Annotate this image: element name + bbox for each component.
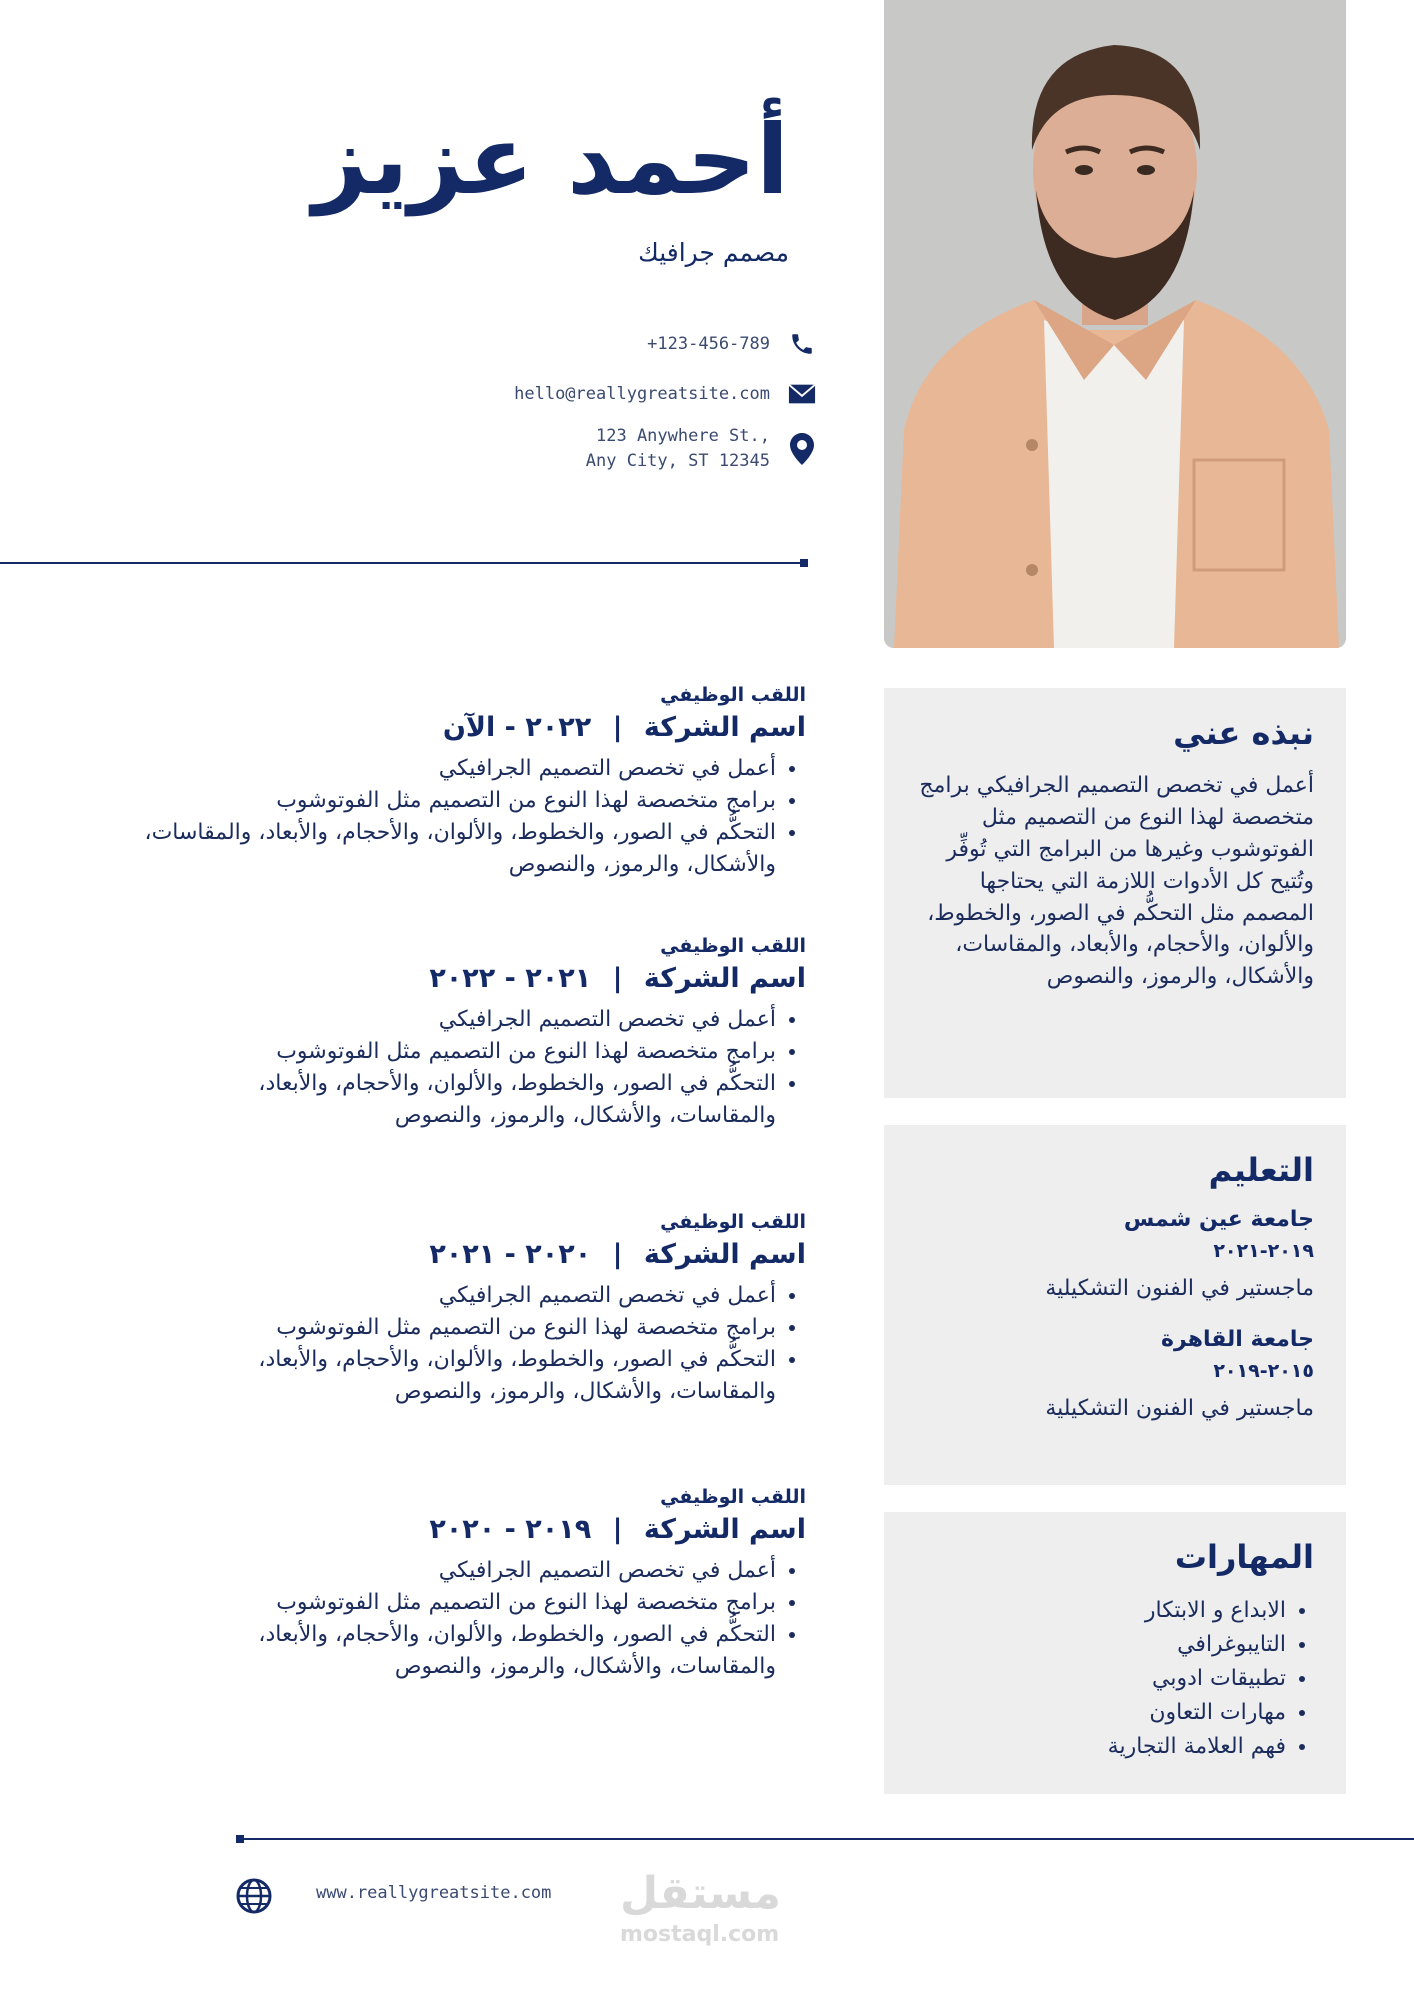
job-company-line bbox=[206, 963, 806, 994]
job-bullet: • أعمل في تخصص التصميم الجرافيكي bbox=[206, 1555, 776, 1587]
watermark-url: mostaql.com bbox=[620, 1922, 780, 1947]
about-heading: نبذه عني bbox=[1173, 714, 1314, 752]
job-bullet: • برامج متخصصة لهذا النوع من التصميم مثل الفوتوشوب bbox=[206, 1587, 776, 1619]
job-title: اللقب الوظيفي bbox=[660, 935, 806, 957]
education-years: ٢٠١٥-٢٠١٩ bbox=[1213, 1360, 1314, 1382]
skills-panel bbox=[884, 1512, 1346, 1794]
experience-entry bbox=[206, 935, 806, 1132]
job-bullet: • التحكُّم في الصور، والخطوط، والألوان، والأحجام، والأبعاد، والمقاسات، والأشكال، والرموز، والنصوص bbox=[206, 1344, 776, 1408]
separator: | bbox=[612, 963, 623, 994]
job-bullet: • أعمل في تخصص التصميم الجرافيكي bbox=[116, 753, 776, 785]
education-degree: ماجستير في الفنون التشكيلية bbox=[1045, 1276, 1314, 1301]
separator: | bbox=[612, 1239, 623, 1270]
company-name: اسم الشركة bbox=[643, 712, 806, 743]
candidate-name: أحمد عزيز bbox=[312, 104, 789, 216]
phone-text: +123-456-789 bbox=[647, 333, 770, 354]
about-text: أعمل في تخصص التصميم الجرافيكي برامج متخصصة لهذا النوع من التصميم مثل الفوتوشوب وغيرها من البرامج التي تُوفِّر وتُتيح كل الأدوات اللازمة التي يحتاجها المصمم مثل التحكُّم في الصور، والخطوط، والألوان، والأحجام، والأبعاد، والمقاسات، والأشكال، والرموز، والنصوص bbox=[919, 773, 1314, 990]
skills-list bbox=[916, 1594, 1314, 1764]
about-panel bbox=[884, 688, 1346, 1098]
mail-icon bbox=[788, 380, 816, 408]
contact-email bbox=[514, 380, 816, 408]
job-bullet: • التحكُّم في الصور، والخطوط، والألوان، والأحجام، والأبعاد، والمقاسات، والأشكال، والرموز، والنصوص bbox=[206, 1068, 776, 1132]
job-bullet: • أعمل في تخصص التصميم الجرافيكي bbox=[206, 1004, 776, 1036]
contact-address bbox=[586, 424, 816, 473]
address-line-1: 123 Anywhere St., bbox=[596, 426, 770, 446]
education-item bbox=[916, 1207, 1314, 1301]
watermark-logo: مستقل bbox=[620, 1868, 781, 1919]
skill-item: • التايبوغرافي bbox=[916, 1628, 1286, 1662]
education-panel bbox=[884, 1125, 1346, 1485]
experience-entry bbox=[116, 684, 806, 881]
header-divider bbox=[0, 562, 800, 564]
job-role: مصمم جرافيك bbox=[638, 238, 789, 267]
skill-item: • فهم العلامة التجارية bbox=[916, 1730, 1286, 1764]
contact-phone bbox=[647, 330, 816, 358]
company-name: اسم الشركة bbox=[643, 1514, 806, 1545]
job-period: ٢٠١٩ - ٢٠٢٠ bbox=[429, 1514, 592, 1545]
footer-divider-dot bbox=[236, 1835, 244, 1843]
job-title: اللقب الوظيفي bbox=[660, 1211, 806, 1233]
profile-photo bbox=[884, 0, 1346, 648]
job-title: اللقب الوظيفي bbox=[660, 684, 806, 706]
experience-entry bbox=[206, 1211, 806, 1408]
job-bullets bbox=[206, 1280, 806, 1408]
job-bullets bbox=[206, 1555, 806, 1683]
job-period: ٢٠٢٠ - ٢٠٢١ bbox=[429, 1239, 592, 1270]
education-item bbox=[916, 1327, 1314, 1421]
header-divider-dot bbox=[800, 559, 808, 567]
skill-item: • الابداع و الابتكار bbox=[916, 1594, 1286, 1628]
globe-icon bbox=[235, 1877, 273, 1915]
job-period: ٢٠٢١ - ٢٠٢٢ bbox=[429, 963, 592, 994]
job-bullet: • برامج متخصصة لهذا النوع من التصميم مثل الفوتوشوب bbox=[206, 1036, 776, 1068]
job-bullets bbox=[206, 1004, 806, 1132]
experience-entry bbox=[206, 1486, 806, 1683]
education-degree: ماجستير في الفنون التشكيلية bbox=[1045, 1396, 1314, 1421]
email-text: hello@reallygreatsite.com bbox=[514, 383, 770, 404]
job-company-line bbox=[206, 1514, 806, 1545]
job-bullets bbox=[116, 753, 806, 881]
address-line-2: Any City, ST 12345 bbox=[585, 450, 770, 471]
education-heading: التعليم bbox=[1208, 1151, 1314, 1189]
company-name: اسم الشركة bbox=[643, 963, 806, 994]
education-years: ٢٠١٩-٢٠٢١ bbox=[1213, 1240, 1314, 1262]
education-school: جامعة عين شمس bbox=[1123, 1207, 1314, 1232]
location-pin-icon bbox=[788, 435, 816, 463]
website-link[interactable]: www.reallygreatsite.com bbox=[316, 1883, 552, 1903]
job-bullet: • التحكُّم في الصور، والخطوط، والألوان، والأحجام، والأبعاد، والمقاسات، والأشكال، والرموز، والنصوص bbox=[206, 1619, 776, 1683]
phone-icon bbox=[788, 330, 816, 358]
job-period: ٢٠٢٢ - الآن bbox=[442, 712, 592, 743]
job-bullet: • برامج متخصصة لهذا النوع من التصميم مثل الفوتوشوب bbox=[116, 785, 776, 817]
separator: | bbox=[612, 712, 623, 743]
job-company-line bbox=[116, 712, 806, 743]
company-name: اسم الشركة bbox=[643, 1239, 806, 1270]
skill-item: • مهارات التعاون bbox=[916, 1696, 1286, 1730]
footer-divider bbox=[240, 1838, 1414, 1840]
skills-heading: المهارات bbox=[1174, 1538, 1314, 1576]
job-title: اللقب الوظيفي bbox=[660, 1486, 806, 1508]
job-bullet: • التحكُّم في الصور، والخطوط، والألوان، والأحجام، والأبعاد، والمقاسات، والأشكال، والرموز، والنصوص bbox=[116, 817, 776, 881]
job-bullet: • برامج متخصصة لهذا النوع من التصميم مثل الفوتوشوب bbox=[206, 1312, 776, 1344]
job-bullet: • أعمل في تخصص التصميم الجرافيكي bbox=[206, 1280, 776, 1312]
skill-item: • تطبيقات ادوبي bbox=[916, 1662, 1286, 1696]
separator: | bbox=[612, 1514, 623, 1545]
job-company-line bbox=[206, 1239, 806, 1270]
education-school: جامعة القاهرة bbox=[1161, 1327, 1314, 1352]
